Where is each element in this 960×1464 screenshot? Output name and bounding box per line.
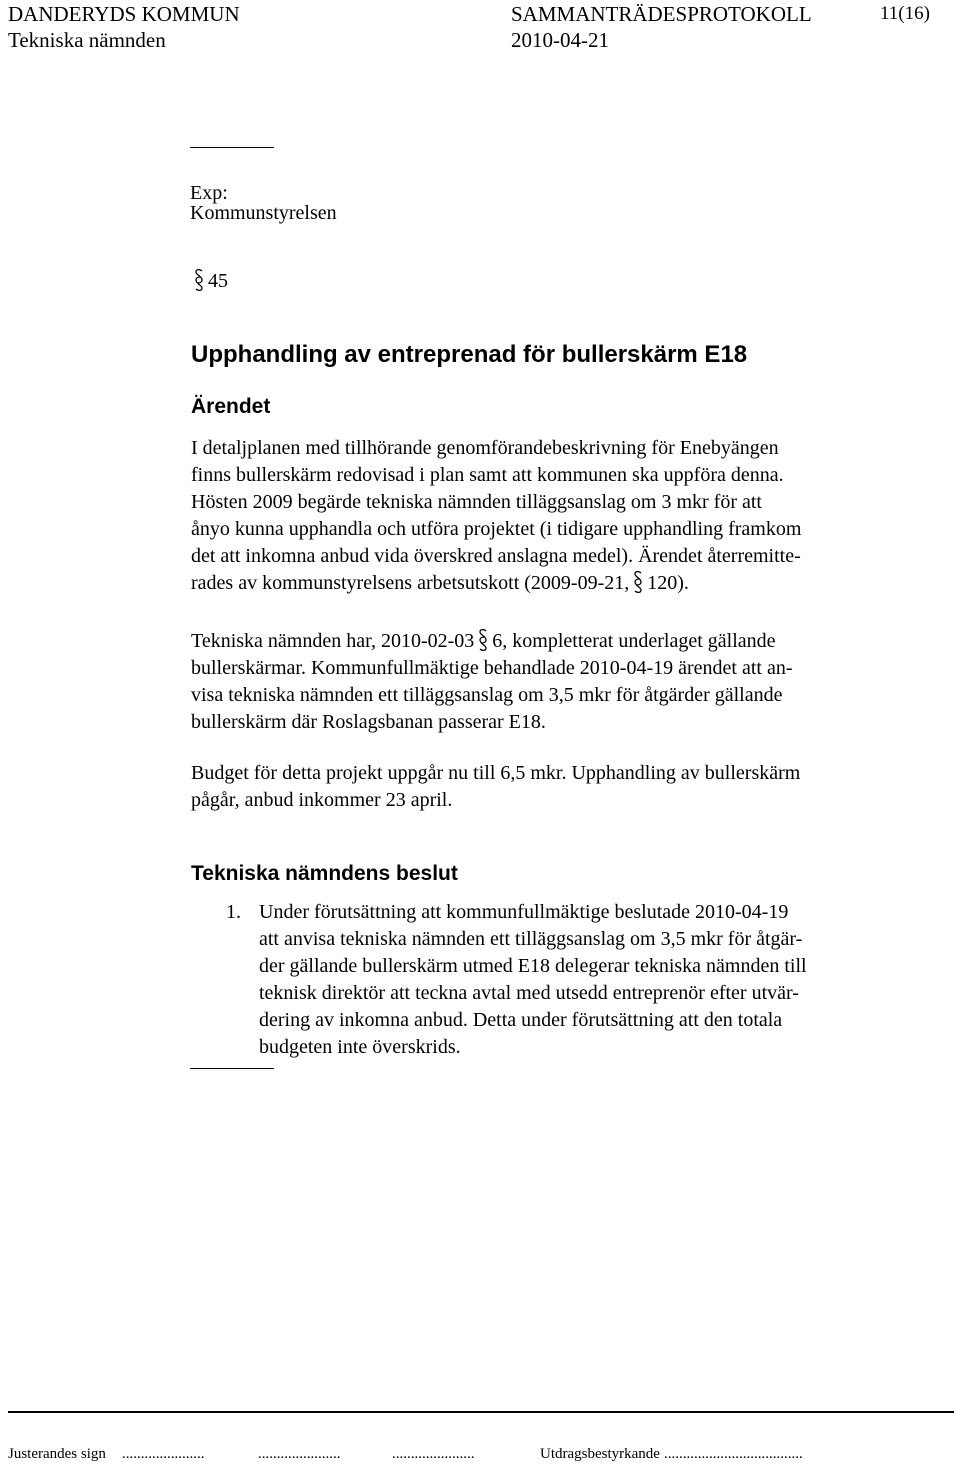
section-number-value: 45 (208, 270, 228, 292)
text-segment: rades av kommunstyrelsens arbetsutskott (2009-09-21, (191, 572, 630, 594)
section-sign-icon (478, 629, 488, 651)
text-segment: 120). (647, 572, 689, 594)
paragraph-2 (191, 628, 792, 736)
decision-text (259, 899, 807, 1061)
footer-sign-label: Justerandes sign (8, 1446, 106, 1462)
text-line: Hösten 2009 begärde tekniska nämnden tilläggsanslag om 3 mkr för att (191, 491, 762, 513)
text-line (191, 628, 792, 655)
decision-number: 1. (226, 901, 241, 923)
header-date: 2010-04-21 (511, 28, 609, 52)
section-number (190, 268, 228, 295)
arendet-heading: Ärendet (191, 395, 271, 418)
header-board: Tekniska nämnden (8, 28, 166, 52)
footer-extract-dots: ..................................... (664, 1446, 803, 1462)
text-line: Under förutsättning att kommunfullmäktige beslutade 2010-04-19 (259, 901, 789, 923)
paragraph-3 (191, 760, 800, 814)
text-line: visa tekniska nämnden ett tilläggsanslag om 3,5 mkr för åtgärder gällande (191, 684, 783, 706)
paragraph-1 (191, 435, 801, 597)
page-title: Upphandling av entreprenad för bullerskärm E18 (191, 341, 748, 368)
decision-heading: Tekniska nämndens beslut (191, 862, 458, 885)
text-line: att anvisa tekniska nämnden ett tilläggsanslag om 3,5 mkr för åtgär- (259, 928, 803, 950)
text-line: Budget för detta projekt uppgår nu till 6,5 mkr. Upphandling av bullerskärm (191, 762, 801, 784)
text-line: ånyo kunna upphandla och utföra projektet (i tidigare upphandling framkom (191, 518, 802, 540)
text-line: bullerskärmar. Kommunfullmäktige behandlade 2010-04-19 ärendet att an- (191, 657, 793, 679)
text-line: pågår, anbud inkommer 23 april. (191, 789, 453, 811)
header-page-number: 11(16) (880, 3, 930, 24)
footer-sign-dots-3: ...................... (392, 1446, 475, 1462)
text-line: dering av inkomna anbud. Detta under förutsättning att den totala (259, 1009, 783, 1031)
text-line (191, 570, 801, 597)
section-sign-icon (633, 571, 643, 593)
text-line: der gällande bullerskärm utmed E18 delegerar tekniska nämnden till (259, 955, 807, 977)
header-org: DANDERYDS KOMMUN (8, 2, 240, 26)
header-doc-type: SAMMANTRÄDESPROTOKOLL (511, 2, 812, 26)
exp-recipient: Kommunstyrelsen (190, 202, 337, 224)
footer-sign-dots-2: ...................... (258, 1446, 341, 1462)
footer-rule (8, 1411, 954, 1413)
text-segment: Tekniska nämnden har, 2010-02-03 (191, 630, 475, 652)
footer-extract-label: Utdragsbestyrkande (540, 1446, 660, 1462)
text-segment: 6, kompletterat underlaget gällande (492, 630, 776, 652)
bottom-divider (190, 1068, 274, 1069)
footer-sign-dots-1: ...................... (122, 1446, 205, 1462)
top-divider (190, 147, 274, 148)
exp-label: Exp: (190, 182, 228, 204)
text-line: bullerskärm där Roslagsbanan passerar E18. (191, 711, 546, 733)
text-line: I detaljplanen med tillhörande genomförandebeskrivning för Enebyängen (191, 437, 779, 459)
text-line: teknisk direktör att teckna avtal med utsedd entreprenör efter utvär- (259, 982, 799, 1004)
section-sign-icon (194, 269, 204, 291)
text-line: budgeten inte överskrids. (259, 1036, 461, 1058)
text-line: det att inkomna anbud vida överskred anslagna medel). Ärendet återremitte- (191, 545, 801, 567)
text-line: finns bullerskärm redovisad i plan samt att kommunen ska uppföra denna. (191, 464, 784, 486)
